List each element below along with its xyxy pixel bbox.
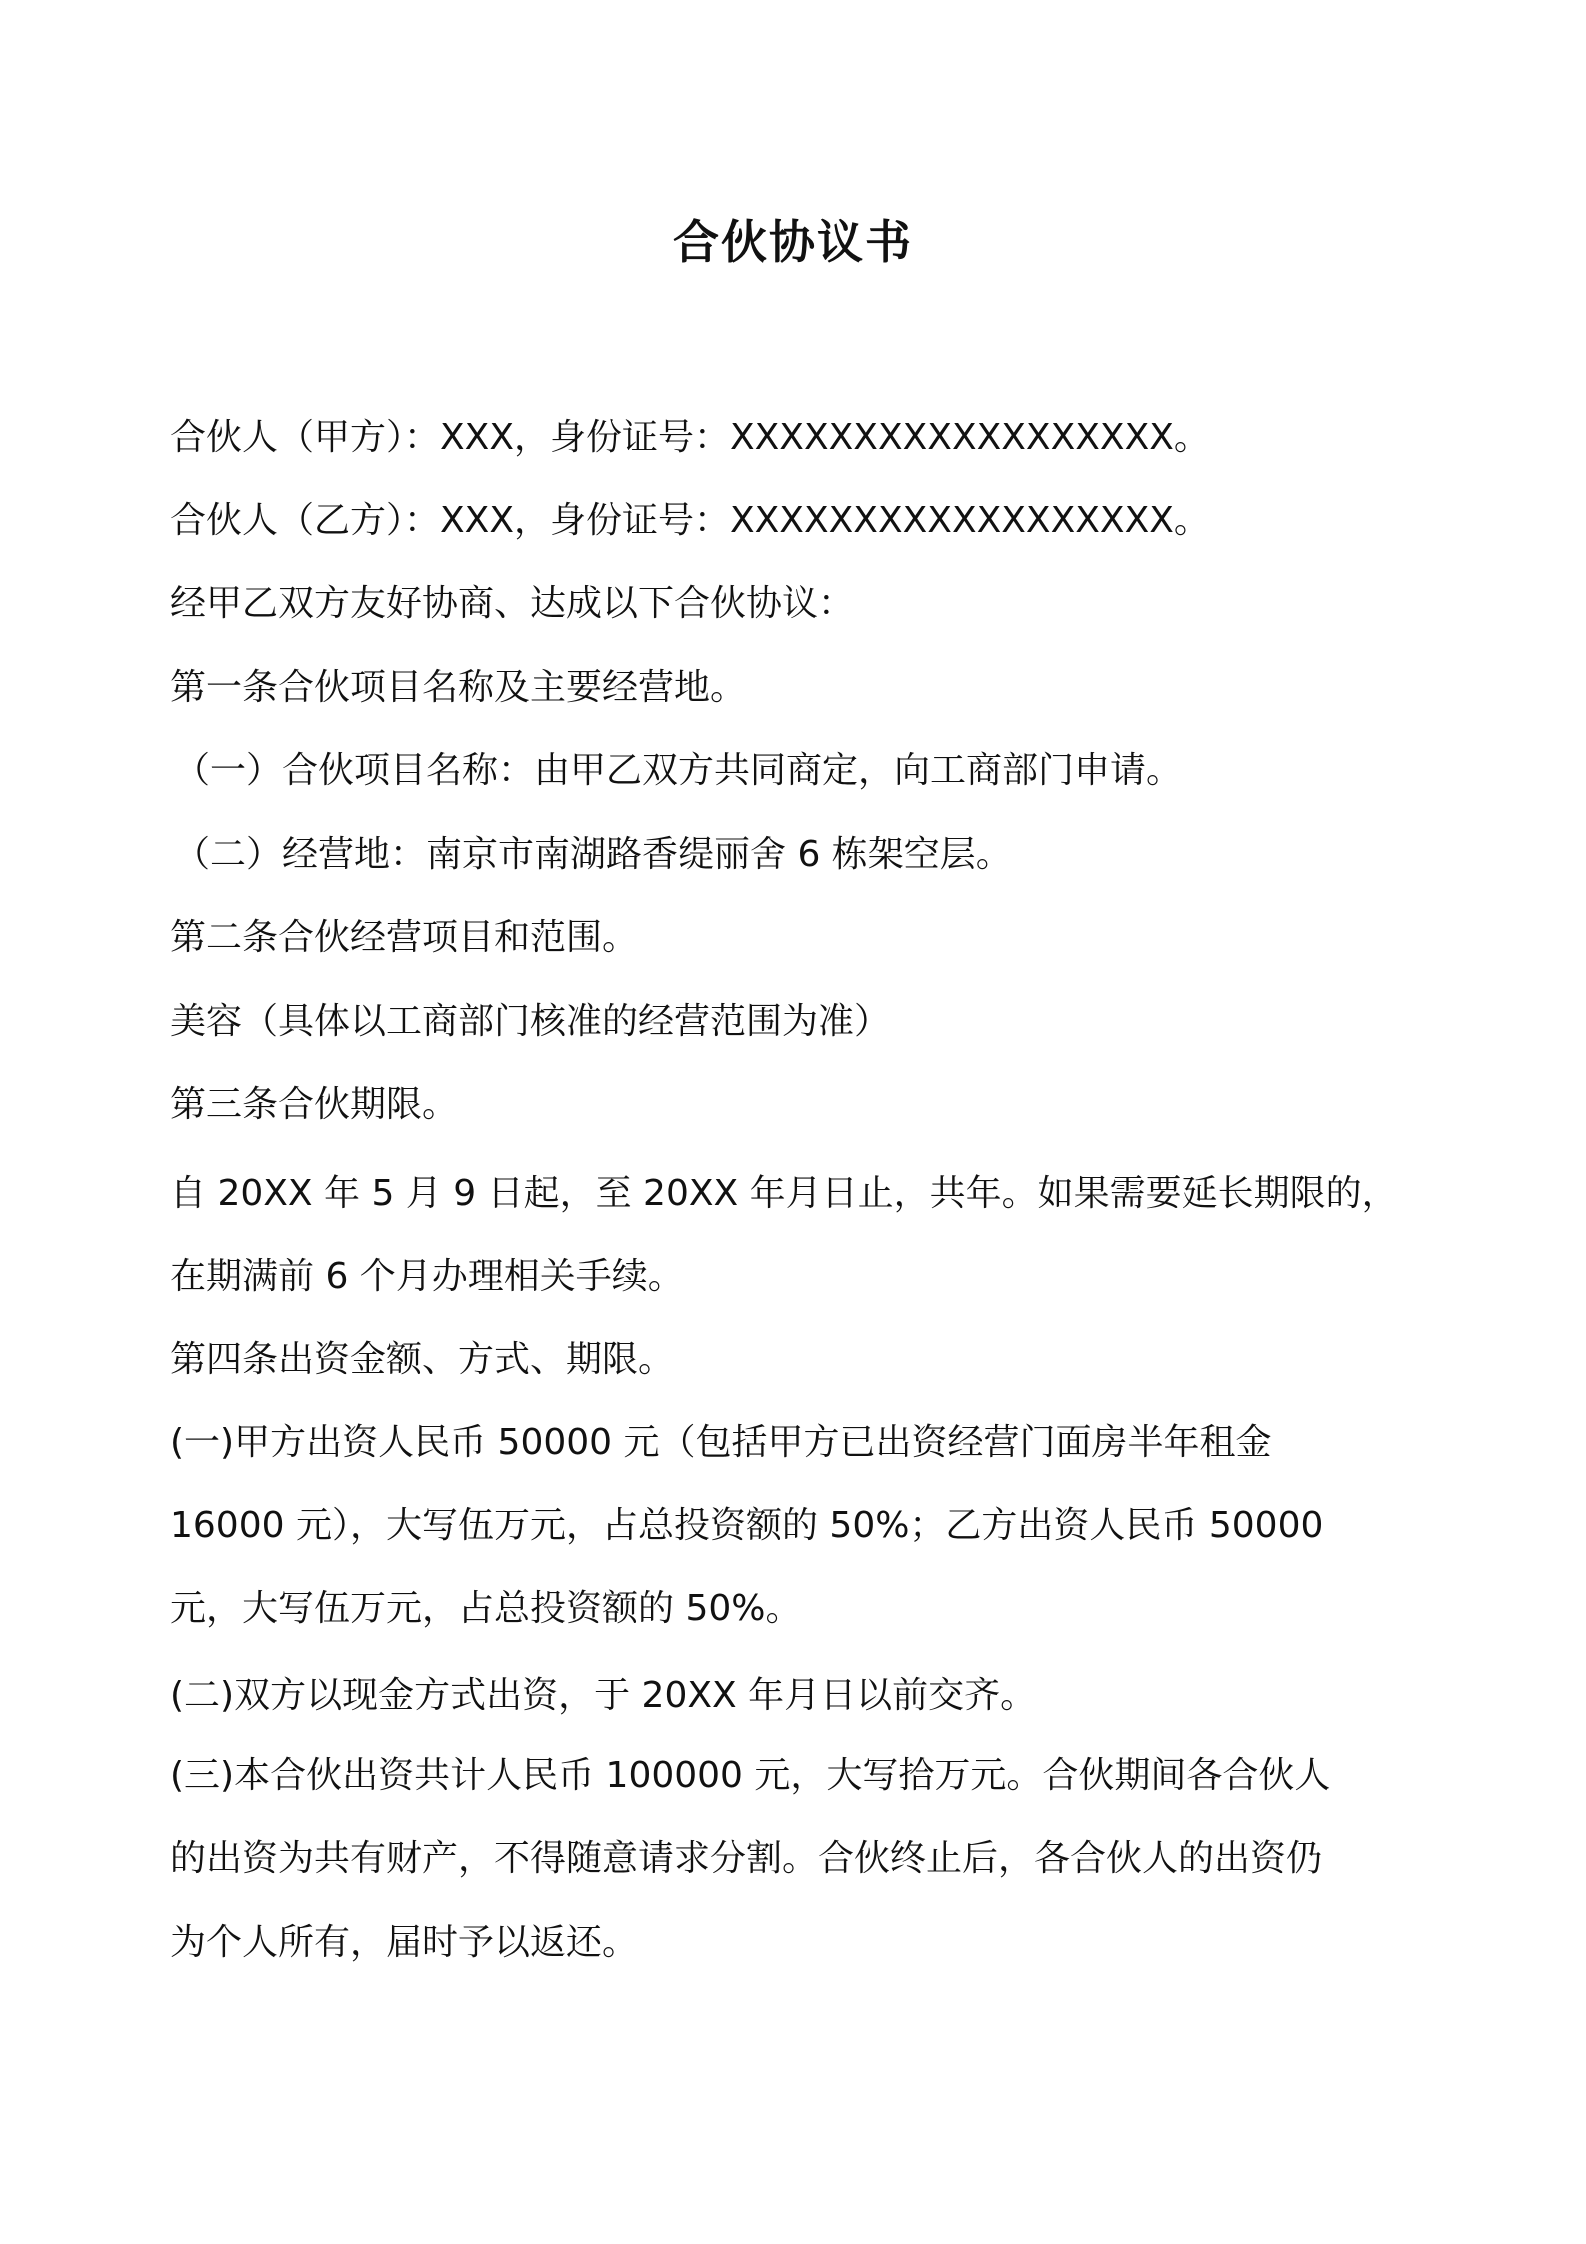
article-4-item-1-line-1: (一)甲方出资人民币 50000 元（包括甲方已出资经营门面房半年租金 <box>170 1422 1272 1463</box>
article-1-heading: 第一条合伙项目名称及主要经营地。 <box>170 667 747 708</box>
partner-a-line: 合伙人（甲方）：XXX，身份证号：XXXXXXXXXXXXXXXXXX。 <box>170 417 1210 458</box>
article-4-item-2: (二)双方以现金方式出资，于 20XX 年月日以前交齐。 <box>170 1675 1037 1716</box>
article-2-heading: 第二条合伙经营项目和范围。 <box>170 917 639 958</box>
article-4-item-1-line-2: 16000 元），大写伍万元，占总投资额的 50%；乙方出资人民币 50000 <box>170 1505 1324 1546</box>
article-1-item-1: （一）合伙项目名称：由甲乙双方共同商定，向工商部门申请。 <box>174 750 1183 791</box>
article-1-item-2: （二）经营地：南京市南湖路香缇丽舍 6 栋架空层。 <box>174 834 1012 875</box>
partner-b-line: 合伙人（乙方）：XXX，身份证号：XXXXXXXXXXXXXXXXXX。 <box>170 500 1210 541</box>
article-4-heading: 第四条出资金额、方式、期限。 <box>170 1339 675 1380</box>
document-title: 合伙协议书 <box>673 215 913 269</box>
article-4-item-1-line-3: 元，大写伍万元，占总投资额的 50%。 <box>170 1588 802 1629</box>
agreement-intro: 经甲乙双方友好协商、达成以下合伙协议： <box>170 583 855 624</box>
article-4-item-3-line-2: 的出资为共有财产，不得随意请求分割。合伙终止后，各合伙人的出资仍 <box>170 1838 1323 1879</box>
article-3-content-line-1: 自 20XX 年 5 月 9 日起，至 20XX 年月日止，共年。如果需要延长期限的， <box>170 1173 1398 1214</box>
article-3-heading: 第三条合伙期限。 <box>170 1084 459 1125</box>
article-4-item-3-line-3: 为个人所有，届时予以返还。 <box>170 1922 639 1963</box>
article-2-content: 美容（具体以工商部门核准的经营范围为准） <box>170 1001 891 1042</box>
article-4-item-3-line-1: (三)本合伙出资共计人民币 100000 元，大写拾万元。合伙期间各合伙人 <box>170 1755 1331 1796</box>
article-3-content-line-2: 在期满前 6 个月办理相关手续。 <box>170 1256 684 1297</box>
